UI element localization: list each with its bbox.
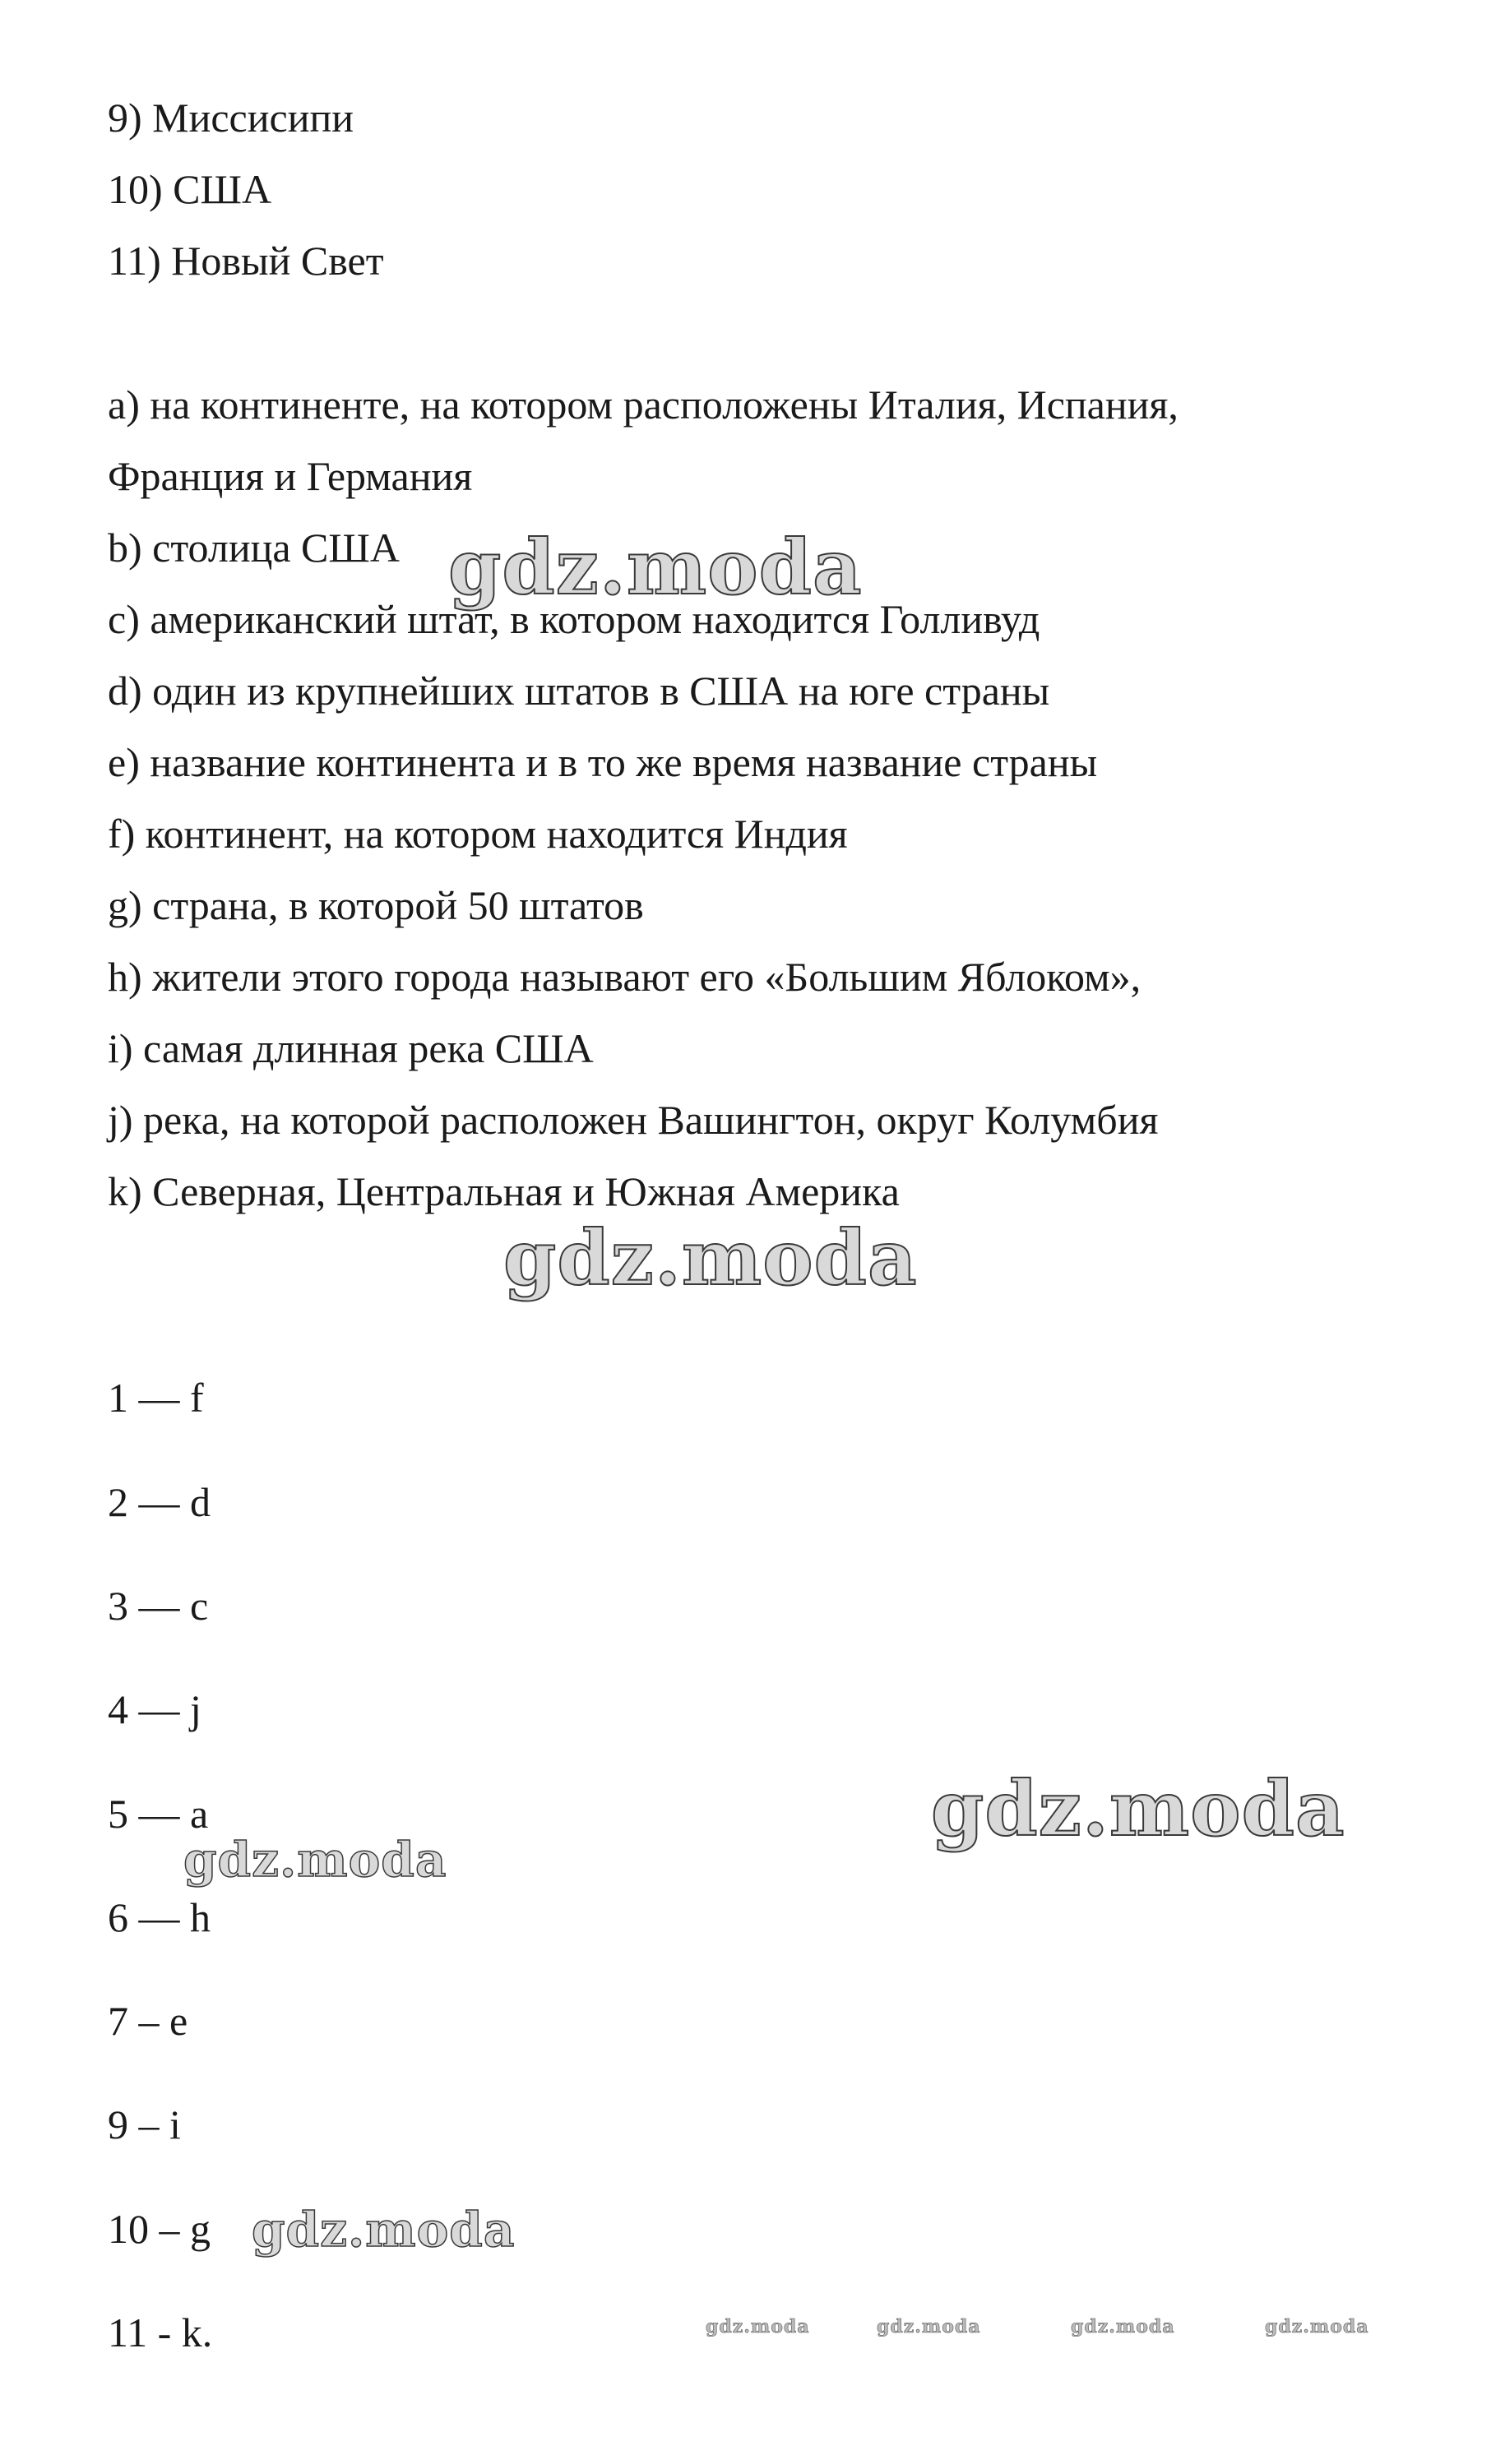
watermark: gdz.moda <box>503 1214 918 1302</box>
watermark: gdz.moda <box>1265 2316 1369 2337</box>
definition-f: f) континент, на котором находится Индия <box>108 811 848 857</box>
watermark: gdz.moda <box>448 523 863 612</box>
definition-b: b) столица США <box>108 525 400 571</box>
answer-3: 3 — c <box>108 1583 209 1629</box>
definition-e: e) название континента и в то же время название страны <box>108 739 1098 785</box>
definition-i: i) самая длинная река США <box>108 1025 594 1071</box>
word-item-9: 9) Миссисипи <box>108 95 354 141</box>
answer-7: 7 – e <box>108 1998 188 2044</box>
watermark: gdz.moda <box>1071 2316 1175 2337</box>
definition-a: a) на континенте, на котором расположены Италия, Испания, <box>108 381 1179 428</box>
answer-6: 6 — h <box>108 1894 211 1940</box>
word-item-10: 10) США <box>108 166 272 212</box>
watermark: gdz.moda <box>706 2316 810 2337</box>
watermark: gdz.moda <box>183 1832 447 1888</box>
word-item-11: 11) Новый Свет <box>108 238 384 284</box>
answer-11: 11 - k. <box>108 2309 213 2355</box>
definition-j: j) река, на которой расположен Вашингтон, округ Колумбия <box>108 1097 1159 1143</box>
definition-g: g) страна, в которой 50 штатов <box>108 882 644 928</box>
watermark: gdz.moda <box>252 2202 516 2258</box>
definition-d: d) один из крупнейших штатов в США на юге страны <box>108 668 1050 714</box>
definition-c: c) американский штат, в котором находится Голливуд <box>108 596 1040 642</box>
watermark: gdz.moda <box>931 1764 1345 1853</box>
answer-2: 2 — d <box>108 1479 211 1525</box>
answer-1: 1 — f <box>108 1375 204 1421</box>
definition-k: k) Северная, Центральная и Южная Америка <box>108 1168 900 1214</box>
answer-10: 10 – g <box>108 2206 211 2252</box>
answer-9: 9 – i <box>108 2101 181 2147</box>
watermark: gdz.moda <box>877 2316 981 2337</box>
definition-a-continued: Франция и Германия <box>108 453 473 499</box>
definition-h: h) жители этого города называют его «Большим Яблоком», <box>108 954 1141 1000</box>
answer-5: 5 — a <box>108 1791 209 1837</box>
answer-4: 4 — j <box>108 1686 201 1732</box>
